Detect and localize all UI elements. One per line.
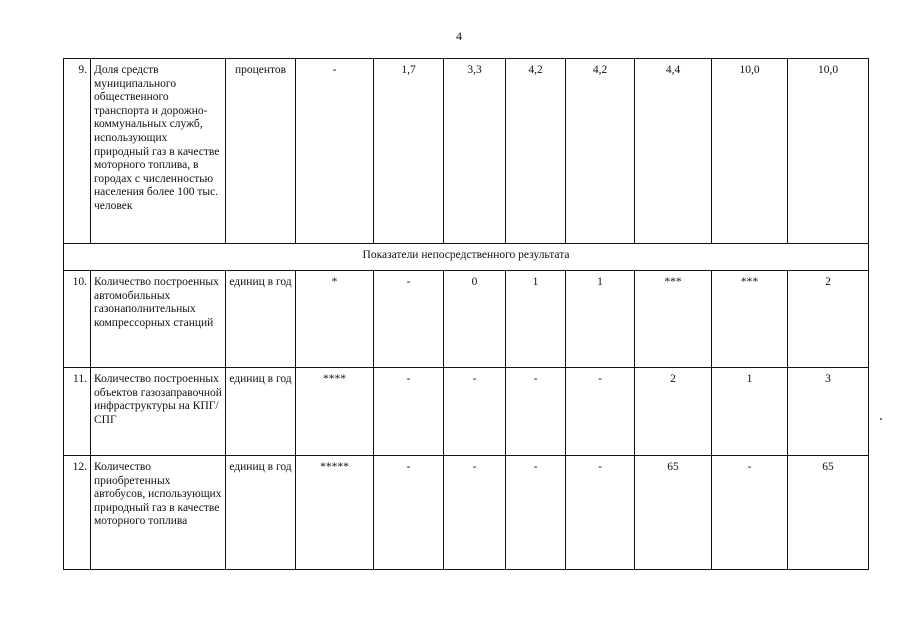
value-cell: *	[296, 271, 374, 368]
value-cell: 10,0	[712, 59, 788, 244]
scan-speck	[880, 418, 882, 420]
value-cell: -	[374, 271, 444, 368]
value-cell: 0	[444, 271, 506, 368]
value-cell: -	[506, 368, 566, 456]
indicator-name: Количество построенных автомобильных газонаполнительных компрессорных станций	[91, 271, 226, 368]
value-cell: *****	[296, 456, 374, 570]
value-cell: 3	[788, 368, 869, 456]
unit-cell: процентов	[226, 59, 296, 244]
value-cell: ****	[296, 368, 374, 456]
value-cell: 1	[712, 368, 788, 456]
table-row	[64, 59, 869, 244]
value-cell: -	[444, 456, 506, 570]
value-cell: ***	[635, 271, 712, 368]
value-cell: 1	[506, 271, 566, 368]
indicator-name: Доля средств муниципального общественного транспорта и дорожно-коммунальных служб, использующих природный газ в качестве моторного топлива, в городах с численностью населения более 100 тыс. человек	[91, 59, 226, 244]
value-cell: 1,7	[374, 59, 444, 244]
indicators-table	[63, 58, 869, 570]
value-cell: 3,3	[444, 59, 506, 244]
value-cell: -	[374, 368, 444, 456]
value-cell: 65	[635, 456, 712, 570]
row-number: 12.	[64, 456, 91, 570]
value-cell: -	[506, 456, 566, 570]
table-row	[64, 456, 869, 570]
unit-cell: единиц в год	[226, 368, 296, 456]
value-cell: -	[712, 456, 788, 570]
unit-cell: единиц в год	[226, 271, 296, 368]
value-cell: 2	[635, 368, 712, 456]
unit-cell: единиц в год	[226, 456, 296, 570]
section-header-row	[64, 244, 869, 271]
indicator-name: Количество построенных объектов газозаправочной инфраструктуры на КПГ/СПГ	[91, 368, 226, 456]
section-title: Показатели непосредственного результата	[64, 244, 869, 271]
value-cell: -	[566, 368, 635, 456]
page-number: 4	[456, 29, 462, 43]
value-cell: 1	[566, 271, 635, 368]
value-cell: 10,0	[788, 59, 869, 244]
value-cell: ***	[712, 271, 788, 368]
table-row	[64, 368, 869, 456]
value-cell: -	[296, 59, 374, 244]
row-number: 10.	[64, 271, 91, 368]
value-cell: -	[374, 456, 444, 570]
value-cell: 4,2	[566, 59, 635, 244]
value-cell: -	[566, 456, 635, 570]
table-row	[64, 271, 869, 368]
value-cell: 2	[788, 271, 869, 368]
row-number: 9.	[64, 59, 91, 244]
value-cell: 4,4	[635, 59, 712, 244]
row-number: 11.	[64, 368, 91, 456]
indicator-name: Количество приобретенных автобусов, использующих природный газ в качестве моторного топлива	[91, 456, 226, 570]
value-cell: 4,2	[506, 59, 566, 244]
value-cell: 65	[788, 456, 869, 570]
value-cell: -	[444, 368, 506, 456]
